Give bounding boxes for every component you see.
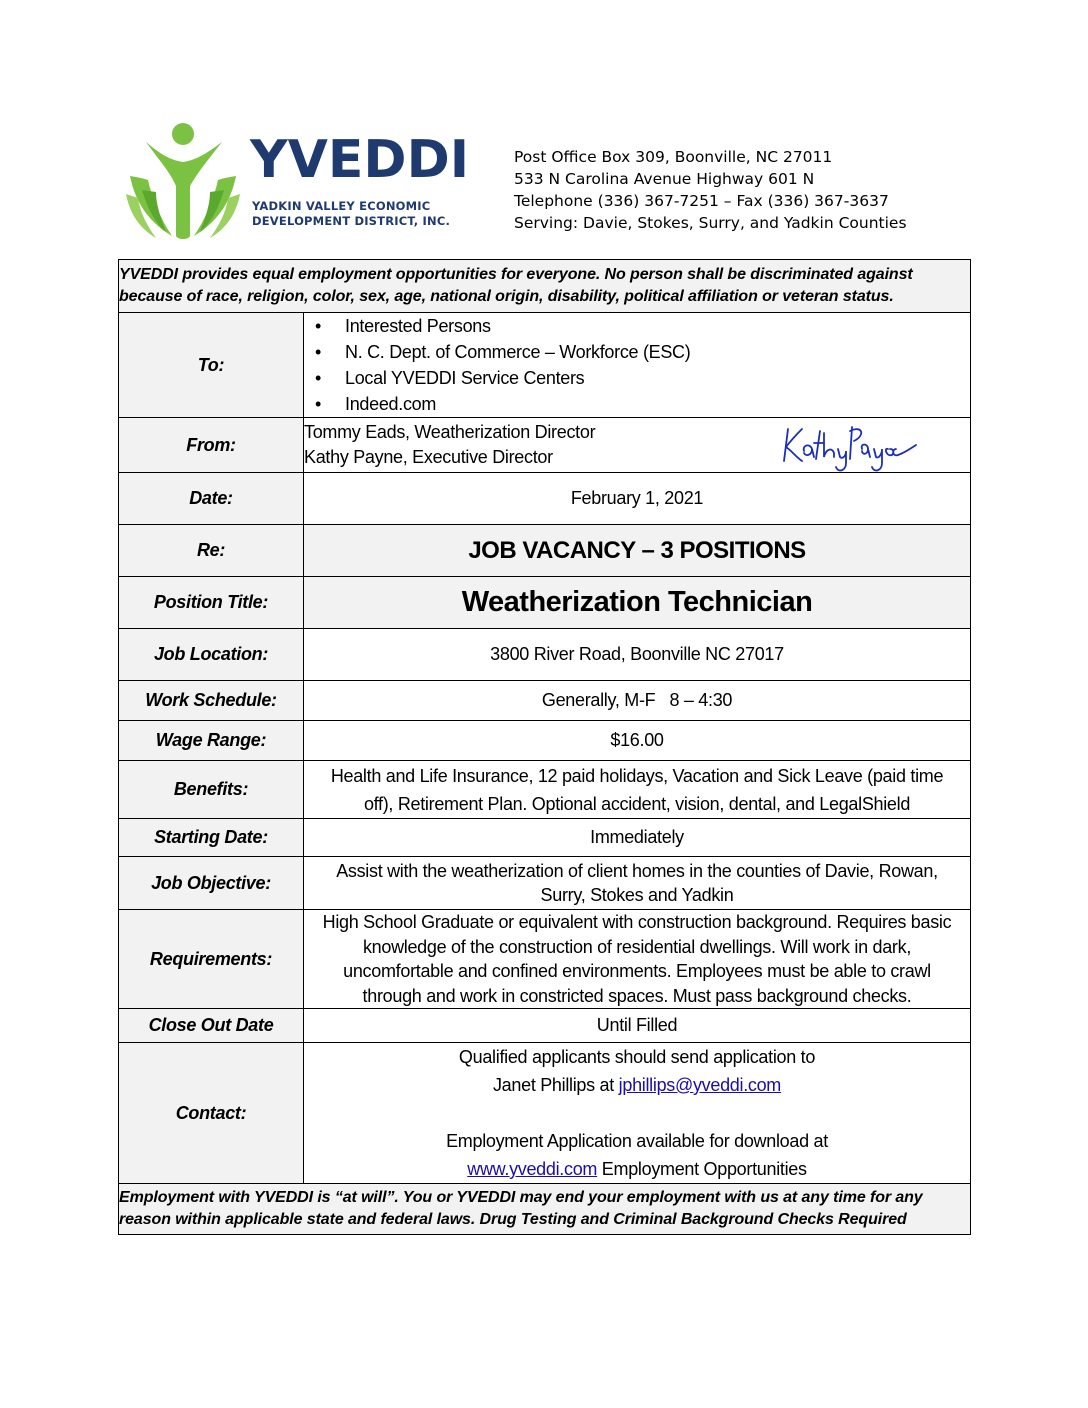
website-link[interactable]: www.yveddi.com [467,1159,598,1179]
bullet-icon: • [315,316,322,336]
starting-date-row [119,819,971,857]
recipient-text: Local YVEDDI Service Centers [345,368,585,388]
position-title-row [119,577,971,629]
address-line: Serving: Davie, Stokes, Surry, and Yadkin Counties [514,214,907,232]
close-out-label: Close Out Date [119,1009,304,1043]
starting-date-value: Immediately [304,819,971,857]
recipient-text: Interested Persons [345,316,491,336]
date-row [119,473,971,525]
job-location-value: 3800 River Road, Boonville NC 27017 [304,629,971,681]
requirement-line: knowledge of the construction of residential dwellings. Will work in dark, [362,936,912,957]
work-schedule-row [119,681,971,721]
contact-spacer [304,1099,970,1127]
from-line: Tommy Eads, Weatherization Director [304,422,596,442]
re-row [119,525,971,577]
date-label: Date: [119,473,304,525]
to-recipients [304,313,971,418]
re-value [304,525,971,577]
to-row [119,313,971,418]
from-value [304,418,971,473]
requirements-label: Requirements: [119,910,304,1009]
benefits-label: Benefits: [119,761,304,819]
contact-row [119,1043,971,1184]
from-label: From: [119,418,304,473]
contact-line [304,1071,970,1099]
recipient-text: Indeed.com [345,394,437,414]
requirements-value [304,910,971,1009]
work-schedule-value: Generally, M-F 8 – 4:30 [304,681,971,721]
from-line: Kathy Payne, Executive Director [304,447,553,467]
benefits-value [304,761,971,819]
benefits-line: off), Retirement Plan. Optional accident, vision, dental, and LegalShield [363,793,911,814]
position-title-value [304,577,971,629]
email-link[interactable]: jphillips@yveddi.com [618,1075,781,1095]
list-item [304,365,970,391]
from-row [119,418,971,473]
address-line: 533 N Carolina Avenue Highway 601 N [514,170,815,188]
job-posting-table [118,259,971,1235]
logo-wordmark: YVEDDI [250,130,470,190]
benefits-row [119,761,971,819]
requirements-row [119,910,971,1009]
at-will-notice: Employment with YVEDDI is “at will”. You or YVEDDI may end your employment with us at any time for any reason within applicable state and federal laws. Drug Testing and Criminal Background Checks Required [119,1184,971,1235]
signature-image [780,419,920,475]
address-line: Post Office Box 309, Boonville, NC 27011 [514,148,833,166]
company-logo [126,120,470,244]
objective-line: Assist with the weatherization of client homes in the counties of Davie, Rowan, [336,861,938,881]
recipient-list [304,313,970,417]
wage-range-value: $16.00 [304,721,971,761]
job-location-row [119,629,971,681]
objective-line: Surry, Stokes and Yadkin [540,885,734,905]
vacancy-heading: JOB VACANCY – 3 POSITIONS [468,536,806,564]
close-out-row [119,1009,971,1043]
logo-figure-icon [126,120,250,244]
logo-subtitle [252,199,450,229]
at-will-notice-row [119,1184,971,1235]
date-value: February 1, 2021 [304,473,971,525]
close-out-value: Until Filled [304,1009,971,1043]
job-objective-label: Job Objective: [119,857,304,910]
position-heading: Weatherization Technician [461,586,813,618]
contact-line: Employment Application available for download at [446,1131,828,1151]
bullet-icon: • [315,394,322,414]
bullet-icon: • [315,342,322,362]
starting-date-label: Starting Date: [119,819,304,857]
logo-subtitle-line: DEVELOPMENT DISTRICT, INC. [252,214,451,228]
eeo-notice: YVEDDI provides equal employment opportunities for everyone. No person shall be discriminated against because of race, religion, color, sex, age, national origin, disability, political affiliation or veteran status. [119,260,971,313]
mailing-address [514,146,907,234]
contact-label: Contact: [119,1043,304,1184]
logo-subtitle-line: YADKIN VALLEY ECONOMIC [252,199,431,213]
wage-range-row [119,721,971,761]
position-title-label: Position Title: [119,577,304,629]
requirement-line: through and work in constricted spaces. Must pass background checks. [362,985,912,1006]
contact-line [304,1155,970,1183]
job-location-label: Job Location: [119,629,304,681]
job-objective-value [304,857,971,910]
bullet-icon: • [315,368,322,388]
wage-range-label: Wage Range: [119,721,304,761]
work-schedule-label: Work Schedule: [119,681,304,721]
eeo-notice-row [119,260,971,313]
to-label: To: [119,313,304,418]
address-line: Telephone (336) 367-7251 – Fax (336) 367-3637 [514,192,889,210]
contact-name: Janet Phillips at [492,1075,619,1095]
list-item [304,339,970,365]
job-objective-row [119,857,971,910]
list-item [304,313,970,339]
list-item [304,391,970,417]
contact-line: Qualified applicants should send application to [458,1047,816,1067]
contact-suffix: Employment Opportunities [597,1159,807,1179]
recipient-text: N. C. Dept. of Commerce – Workforce (ESC) [345,342,691,362]
contact-value [304,1043,971,1184]
re-label: Re: [119,525,304,577]
requirement-line: uncomfortable and confined environments. Employees must be able to crawl [343,961,931,981]
benefits-line: Health and Life Insurance, 12 paid holidays, Vacation and Sick Leave (paid time [330,765,944,786]
requirement-line: High School Graduate or equivalent with construction background. Requires basic [322,912,952,932]
